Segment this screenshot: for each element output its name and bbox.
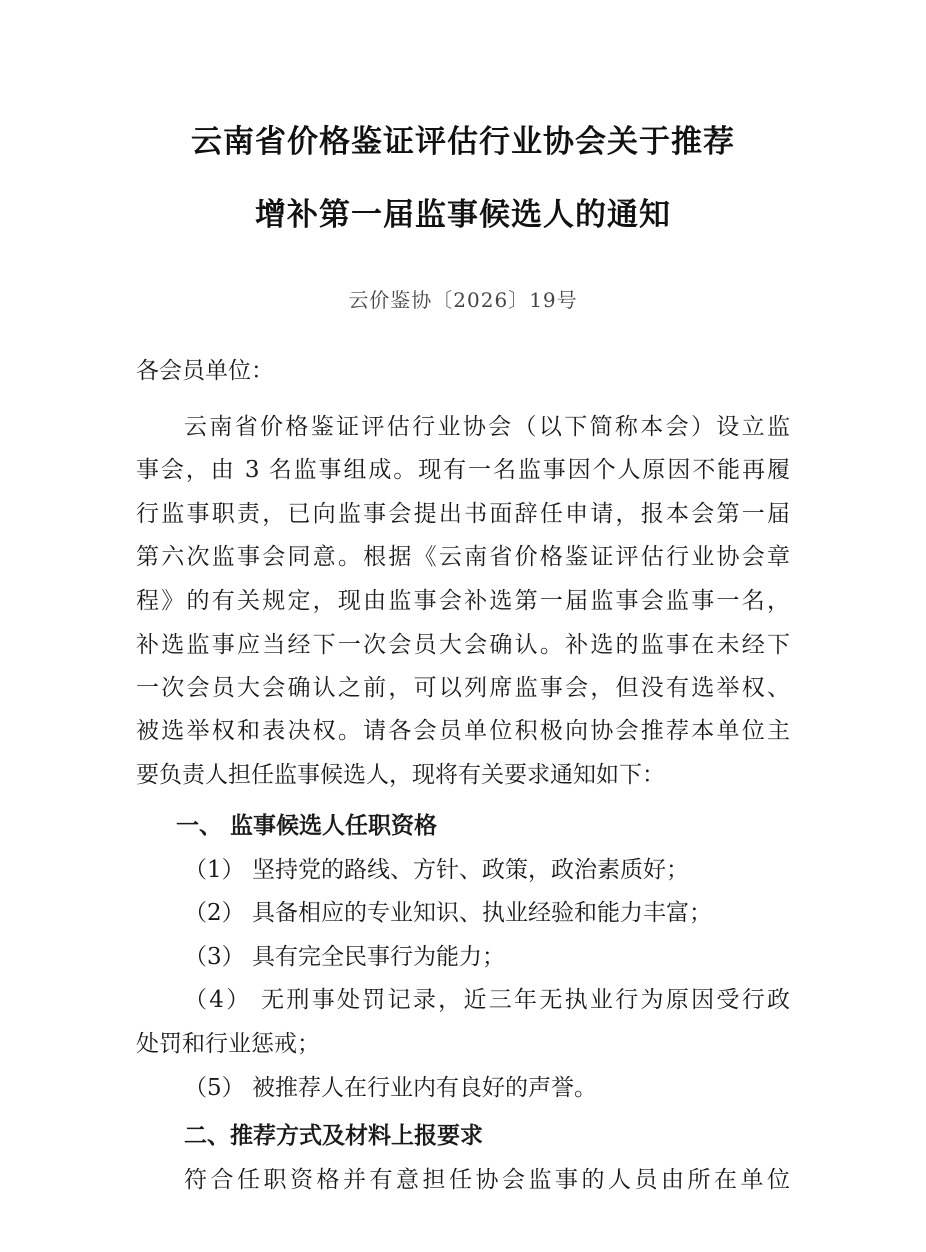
section-heading: 二、推荐方式及材料上报要求	[184, 1122, 483, 1149]
list-item-continuation: 处罚和行业惩戒；	[136, 1031, 320, 1057]
paragraph-line: 云南省价格鉴证评估行业协会（以下简称本会）设立监	[184, 414, 790, 440]
document-title-line-2: 增补第一届监事候选人的通知	[255, 197, 671, 233]
paragraph-line: 补选监事应当经下一次会员大会确认。补选的监事在未经下	[136, 632, 790, 658]
salutation: 各会员单位：	[136, 358, 274, 384]
paragraph-line: 事会，由 3 名监事组成。现有一名监事因个人原因不能再履	[136, 457, 790, 483]
paragraph-line: 要负责人担任监事候选人，现将有关要求通知如下：	[136, 762, 665, 788]
document-title-line-1: 云南省价格鉴证评估行业协会关于推荐	[191, 124, 735, 160]
list-item: （2） 具备相应的专业知识、执业经验和能力丰富；	[184, 900, 712, 926]
document-number: 云价鉴协〔2026〕19号	[348, 288, 578, 312]
list-item: （1） 坚持党的路线、方针、政策，政治素质好；	[184, 857, 689, 883]
list-item: （3） 具有完全民事行为能力；	[184, 944, 505, 970]
list-item: （5） 被推荐人在行业内有良好的声誉。	[184, 1075, 597, 1101]
paragraph-line: 被选举权和表决权。请各会员单位积极向协会推荐本单位主	[136, 718, 790, 744]
paragraph-line: 符合任职资格并有意担任协会监事的人员由所在单位	[184, 1167, 790, 1193]
section-heading: 一、 监事候选人任职资格	[176, 812, 438, 839]
list-item: （4） 无刑事处罚记录，近三年无执业行为原因受行政	[184, 987, 790, 1013]
paragraph-line: 第六次监事会同意。根据《云南省价格鉴证评估行业协会章	[136, 544, 790, 570]
paragraph-line: 行监事职责，已向监事会提出书面辞任申请，报本会第一届	[136, 501, 790, 527]
paragraph-line: 一次会员大会确认之前，可以列席监事会，但没有选举权、	[136, 675, 790, 701]
paragraph-line: 程》的有关规定，现由监事会补选第一届监事会监事一名，	[136, 588, 790, 614]
